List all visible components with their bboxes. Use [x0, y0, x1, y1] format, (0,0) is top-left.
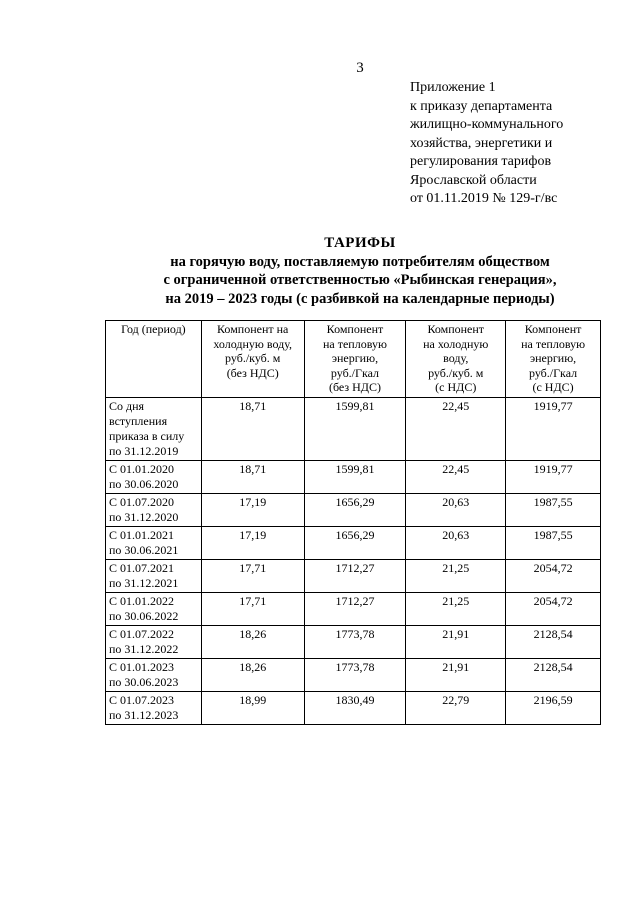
value-cell: 1987,55	[506, 527, 601, 560]
column-header-line: на холодную	[423, 336, 489, 351]
table-row	[106, 626, 601, 659]
column-header-line: на тепловую	[521, 336, 586, 351]
column-header-line: Компонент	[326, 322, 384, 336]
column-header	[201, 321, 304, 398]
value-cell: 18,26	[201, 659, 304, 692]
value-cell: 21,91	[406, 626, 506, 659]
column-header-line: Компонент	[524, 322, 582, 336]
value-cell: 1712,27	[304, 560, 406, 593]
table-row	[106, 560, 601, 593]
period-line: С 01.07.2022	[109, 627, 175, 641]
value-cell: 20,63	[406, 527, 506, 560]
page-number: 3	[356, 60, 364, 76]
value-cell: 1830,49	[304, 692, 406, 725]
period-cell	[106, 692, 202, 725]
period-line: по 30.06.2021	[109, 543, 179, 557]
value-cell: 18,99	[201, 692, 304, 725]
table-row	[106, 461, 601, 494]
column-header-line: Компонент	[427, 322, 485, 336]
column-header-line: (с НДС)	[435, 380, 477, 394]
value-cell: 18,26	[201, 626, 304, 659]
table-row	[106, 527, 601, 560]
column-header-line: воду,	[443, 351, 469, 365]
column-header-line: руб./Гкал	[529, 365, 578, 380]
appendix-block	[410, 79, 630, 209]
appendix-line: от 01.11.2019 № 129-г/вс	[410, 191, 558, 206]
column-header-line: холодную воду,	[213, 336, 293, 351]
tariffs-table	[105, 320, 601, 725]
column-header-line: (с НДС)	[532, 380, 574, 394]
period-line: по 31.12.2023	[109, 708, 179, 722]
table-row	[106, 692, 601, 725]
value-cell: 1773,78	[304, 659, 406, 692]
period-line: С 01.01.2020	[109, 462, 175, 476]
value-cell: 2054,72	[506, 593, 601, 626]
value-cell: 1656,29	[304, 527, 406, 560]
value-cell: 2128,54	[506, 659, 601, 692]
period-line: С 01.07.2020	[109, 495, 175, 509]
column-header	[106, 321, 202, 398]
column-header-line: Компонент на	[217, 322, 289, 336]
tariffs-table-body	[106, 398, 601, 725]
period-line: С 01.07.2021	[109, 561, 175, 575]
column-header	[506, 321, 601, 398]
column-header-line: руб./куб. м	[428, 365, 484, 380]
table-row	[106, 398, 601, 461]
value-cell: 17,19	[201, 527, 304, 560]
header-row	[106, 321, 601, 398]
appendix-line: регулирования тарифов	[410, 154, 552, 169]
period-line: по 31.12.2019	[109, 444, 179, 458]
column-header	[304, 321, 406, 398]
period-cell	[106, 398, 202, 461]
period-line: по 31.12.2020	[109, 510, 179, 524]
title-line: на горячую воду, поставляемую потребителям обществом	[170, 253, 550, 270]
value-cell: 1712,27	[304, 593, 406, 626]
period-line: по 31.12.2021	[109, 576, 179, 590]
column-header	[406, 321, 506, 398]
table-row	[106, 494, 601, 527]
value-cell: 2054,72	[506, 560, 601, 593]
value-cell: 18,71	[201, 398, 304, 461]
title-line: с ограниченной ответственностью «Рыбинская генерация»,	[163, 272, 557, 288]
appendix-line: Приложение 1	[410, 80, 496, 95]
column-header-line: Год (период)	[121, 322, 186, 336]
value-cell: 22,45	[406, 461, 506, 494]
value-cell: 18,71	[201, 461, 304, 494]
column-header-line: (без НДС)	[226, 365, 279, 380]
title-main: ТАРИФЫ	[324, 235, 396, 251]
period-cell	[106, 626, 202, 659]
column-header-line: на тепловую	[322, 336, 387, 351]
value-cell: 1599,81	[304, 461, 406, 494]
appendix-line: к приказу департамента	[410, 98, 553, 114]
value-cell: 2196,59	[506, 692, 601, 725]
value-cell: 17,71	[201, 593, 304, 626]
period-cell	[106, 494, 202, 527]
appendix-line: Ярославской области	[410, 172, 537, 188]
period-cell	[106, 461, 202, 494]
value-cell: 20,63	[406, 494, 506, 527]
column-header-line: руб./Гкал	[330, 365, 380, 380]
column-header-line: энергию,	[331, 351, 379, 365]
table-row	[106, 659, 601, 692]
column-header-line: (без НДС)	[328, 380, 381, 394]
period-cell	[106, 527, 202, 560]
column-header-line: руб./куб. м	[225, 351, 281, 365]
value-cell: 1656,29	[304, 494, 406, 527]
value-cell: 22,45	[406, 398, 506, 461]
period-cell	[106, 593, 202, 626]
value-cell: 1919,77	[506, 398, 601, 461]
tariffs-table-head	[106, 321, 601, 398]
period-line: С 01.01.2021	[109, 528, 175, 542]
document-title	[80, 234, 640, 308]
period-line: по 30.06.2023	[109, 675, 179, 689]
period-line: вступления	[109, 414, 168, 428]
period-cell	[106, 560, 202, 593]
period-line: Со дня	[109, 399, 145, 413]
title-line: на 2019 – 2023 годы (с разбивкой на календарные периоды)	[165, 290, 555, 307]
value-cell: 1919,77	[506, 461, 601, 494]
period-line: по 30.06.2022	[109, 609, 179, 623]
period-line: по 31.12.2022	[109, 642, 179, 656]
column-header-line: энергию,	[529, 351, 577, 365]
appendix-line: жилищно-коммунального	[410, 117, 564, 132]
value-cell: 1987,55	[506, 494, 601, 527]
period-line: С 01.07.2023	[109, 693, 175, 707]
period-line: приказа в силу	[109, 429, 185, 443]
value-cell: 17,19	[201, 494, 304, 527]
table-row	[106, 593, 601, 626]
value-cell: 22,79	[406, 692, 506, 725]
value-cell: 17,71	[201, 560, 304, 593]
period-line: по 30.06.2020	[109, 477, 179, 491]
period-line: С 01.01.2023	[109, 660, 175, 674]
value-cell: 21,25	[406, 593, 506, 626]
value-cell: 1599,81	[304, 398, 406, 461]
appendix-line: хозяйства, энергетики и	[410, 135, 553, 151]
period-cell	[106, 659, 202, 692]
value-cell: 2128,54	[506, 626, 601, 659]
value-cell: 1773,78	[304, 626, 406, 659]
value-cell: 21,91	[406, 659, 506, 692]
value-cell: 21,25	[406, 560, 506, 593]
period-line: С 01.01.2022	[109, 594, 175, 608]
